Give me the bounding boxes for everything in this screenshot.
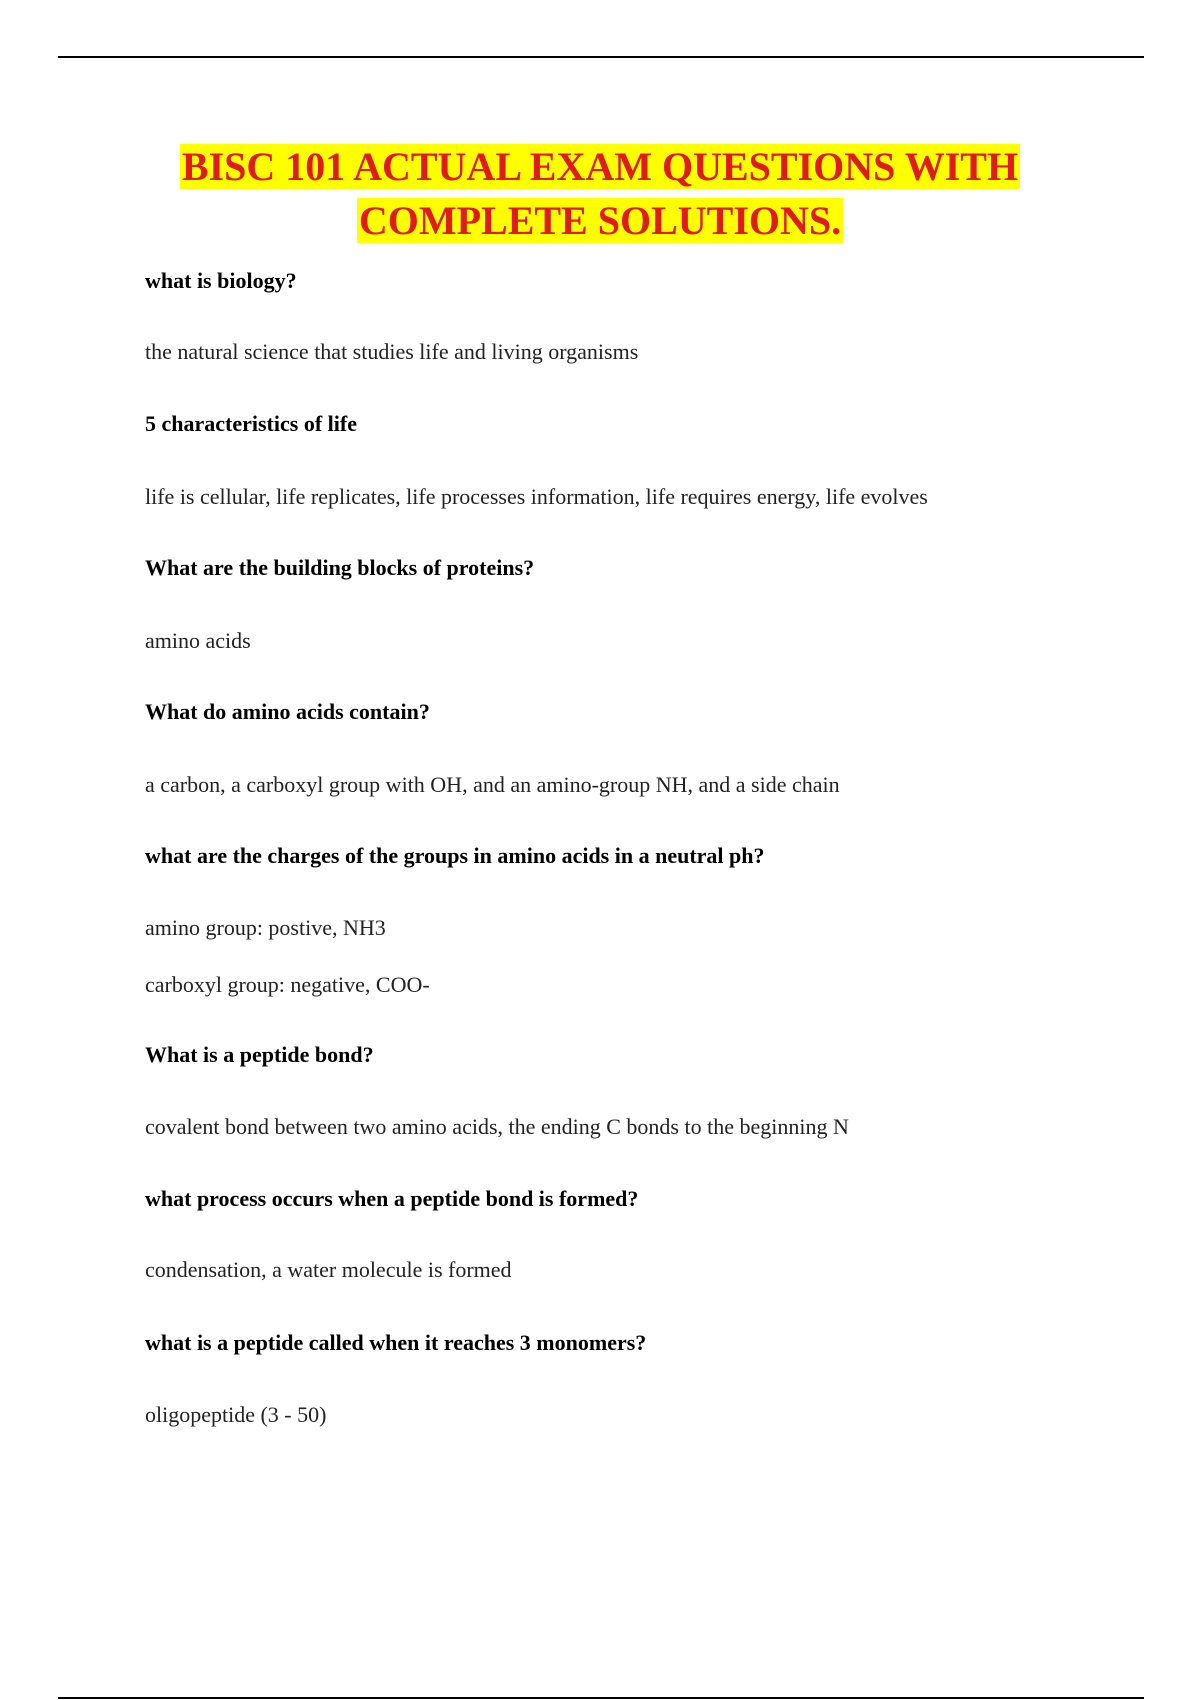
- top-rule: [58, 56, 1144, 58]
- question-4: What do amino acids contain?: [145, 699, 430, 724]
- answer-4: a carbon, a carboxyl group with OH, and an amino-group NH, and a side chain: [145, 772, 840, 797]
- answer-7: condensation, a water molecule is formed: [145, 1257, 512, 1282]
- title-line-1: BISC 101 ACTUAL EXAM QUESTIONS WITH: [181, 144, 1019, 189]
- answer-3: amino acids: [145, 628, 251, 653]
- question-6: What is a peptide bond?: [145, 1042, 374, 1067]
- answer-8: oligopeptide (3 - 50): [145, 1402, 327, 1427]
- question-2: 5 characteristics of life: [145, 411, 357, 436]
- question-5: what are the charges of the groups in amino acids in a neutral ph?: [145, 843, 765, 868]
- bottom-rule: [58, 1697, 1144, 1699]
- answer-5-line-2: carboxyl group: negative, COO-: [145, 972, 430, 997]
- title-line-2: COMPLETE SOLUTIONS.: [358, 198, 842, 243]
- answer-6: covalent bond between two amino acids, the ending C bonds to the beginning N: [145, 1114, 849, 1139]
- document-title: [0, 140, 1200, 248]
- answer-2: life is cellular, life replicates, life processes information, life requires energy, life evolves: [145, 484, 928, 509]
- question-3: What are the building blocks of proteins?: [145, 555, 535, 580]
- question-8: what is a peptide called when it reaches 3 monomers?: [145, 1330, 647, 1355]
- answer-5-line-1: amino group: postive, NH3: [145, 915, 386, 940]
- answer-1: the natural science that studies life and living organisms: [145, 339, 639, 364]
- question-1: what is biology?: [145, 268, 297, 293]
- question-7: what process occurs when a peptide bond is formed?: [145, 1186, 639, 1211]
